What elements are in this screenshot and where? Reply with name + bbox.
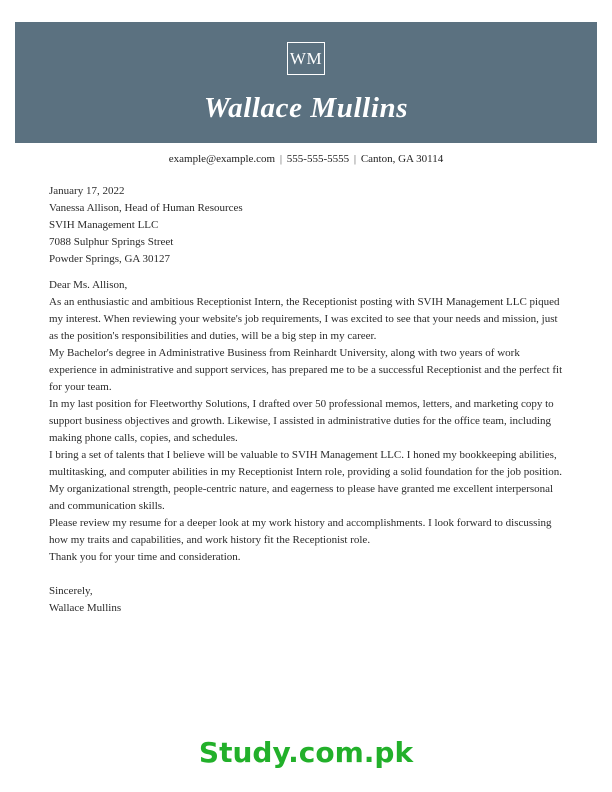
thank-you-line: Thank you for your time and consideration.	[49, 551, 241, 563]
recipient-city: Powder Springs, GA 30127	[49, 253, 171, 265]
watermark: Study.com.pk	[198, 736, 414, 769]
monogram-logo: WM	[287, 42, 325, 75]
letter-body	[49, 183, 564, 617]
body-paragraph: In my last position for Fleetworthy Solutions, I drafted over 50 professional memos, letters, and marketing copy to support business objectives and growth. Likewise, I assisted in administrative duties for the office team, including making phone calls, copies, and schedules.	[49, 398, 554, 444]
salutation: Dear Ms. Allison,	[49, 279, 128, 291]
contact-separator: |	[353, 153, 357, 165]
body-paragraph: Please review my resume for a deeper look at my work history and accomplishments. I look forward to discussing how my traits and capabilities, and work history fit the Receptionist role.	[49, 517, 552, 546]
recipient-company: SVIH Management LLC	[49, 219, 159, 231]
contact-line	[0, 151, 612, 167]
recipient-street: 7088 Sulphur Springs Street	[49, 236, 174, 248]
contact-phone[interactable]: 555-555-5555	[286, 153, 350, 165]
applicant-name: Wallace Mullins	[203, 92, 409, 124]
body-paragraph: As an enthusiastic and ambitious Receptionist Intern, the Receptionist posting with SVIH Management LLC piqued my interest. When reviewing your website's job requirements, I was excited to see that your needs and mission, just as the position's responsibilities and duties, will be a big step in my career.	[49, 296, 560, 342]
body-paragraph: My Bachelor's degree in Administrative Business from Reinhardt University, along with two years of work experience in administrative and support services, has prepared me to be a successful Receptionist and the perfect fit for your team.	[49, 347, 563, 393]
letter-date: January 17, 2022	[49, 185, 125, 197]
signature: Wallace Mullins	[49, 602, 122, 614]
recipient-address	[49, 200, 564, 268]
contact-location: Canton, GA 30114	[360, 153, 444, 165]
contact-separator: |	[279, 153, 283, 165]
contact-email[interactable]: example@example.com	[168, 153, 276, 165]
body-paragraph: I bring a set of talents that I believe will be valuable to SVIH Management LLC. I honed my bookkeeping abilities, multitasking, and computer abilities in my Receptionist Intern role, providing a solid foundation for the job position. My organizational strength, people-centric nature, and eagerness to please have granted me excellent interpersonal and communication skills.	[49, 449, 562, 512]
recipient-name-title: Vanessa Allison, Head of Human Resources	[49, 202, 243, 214]
closing: Sincerely,	[49, 585, 93, 597]
